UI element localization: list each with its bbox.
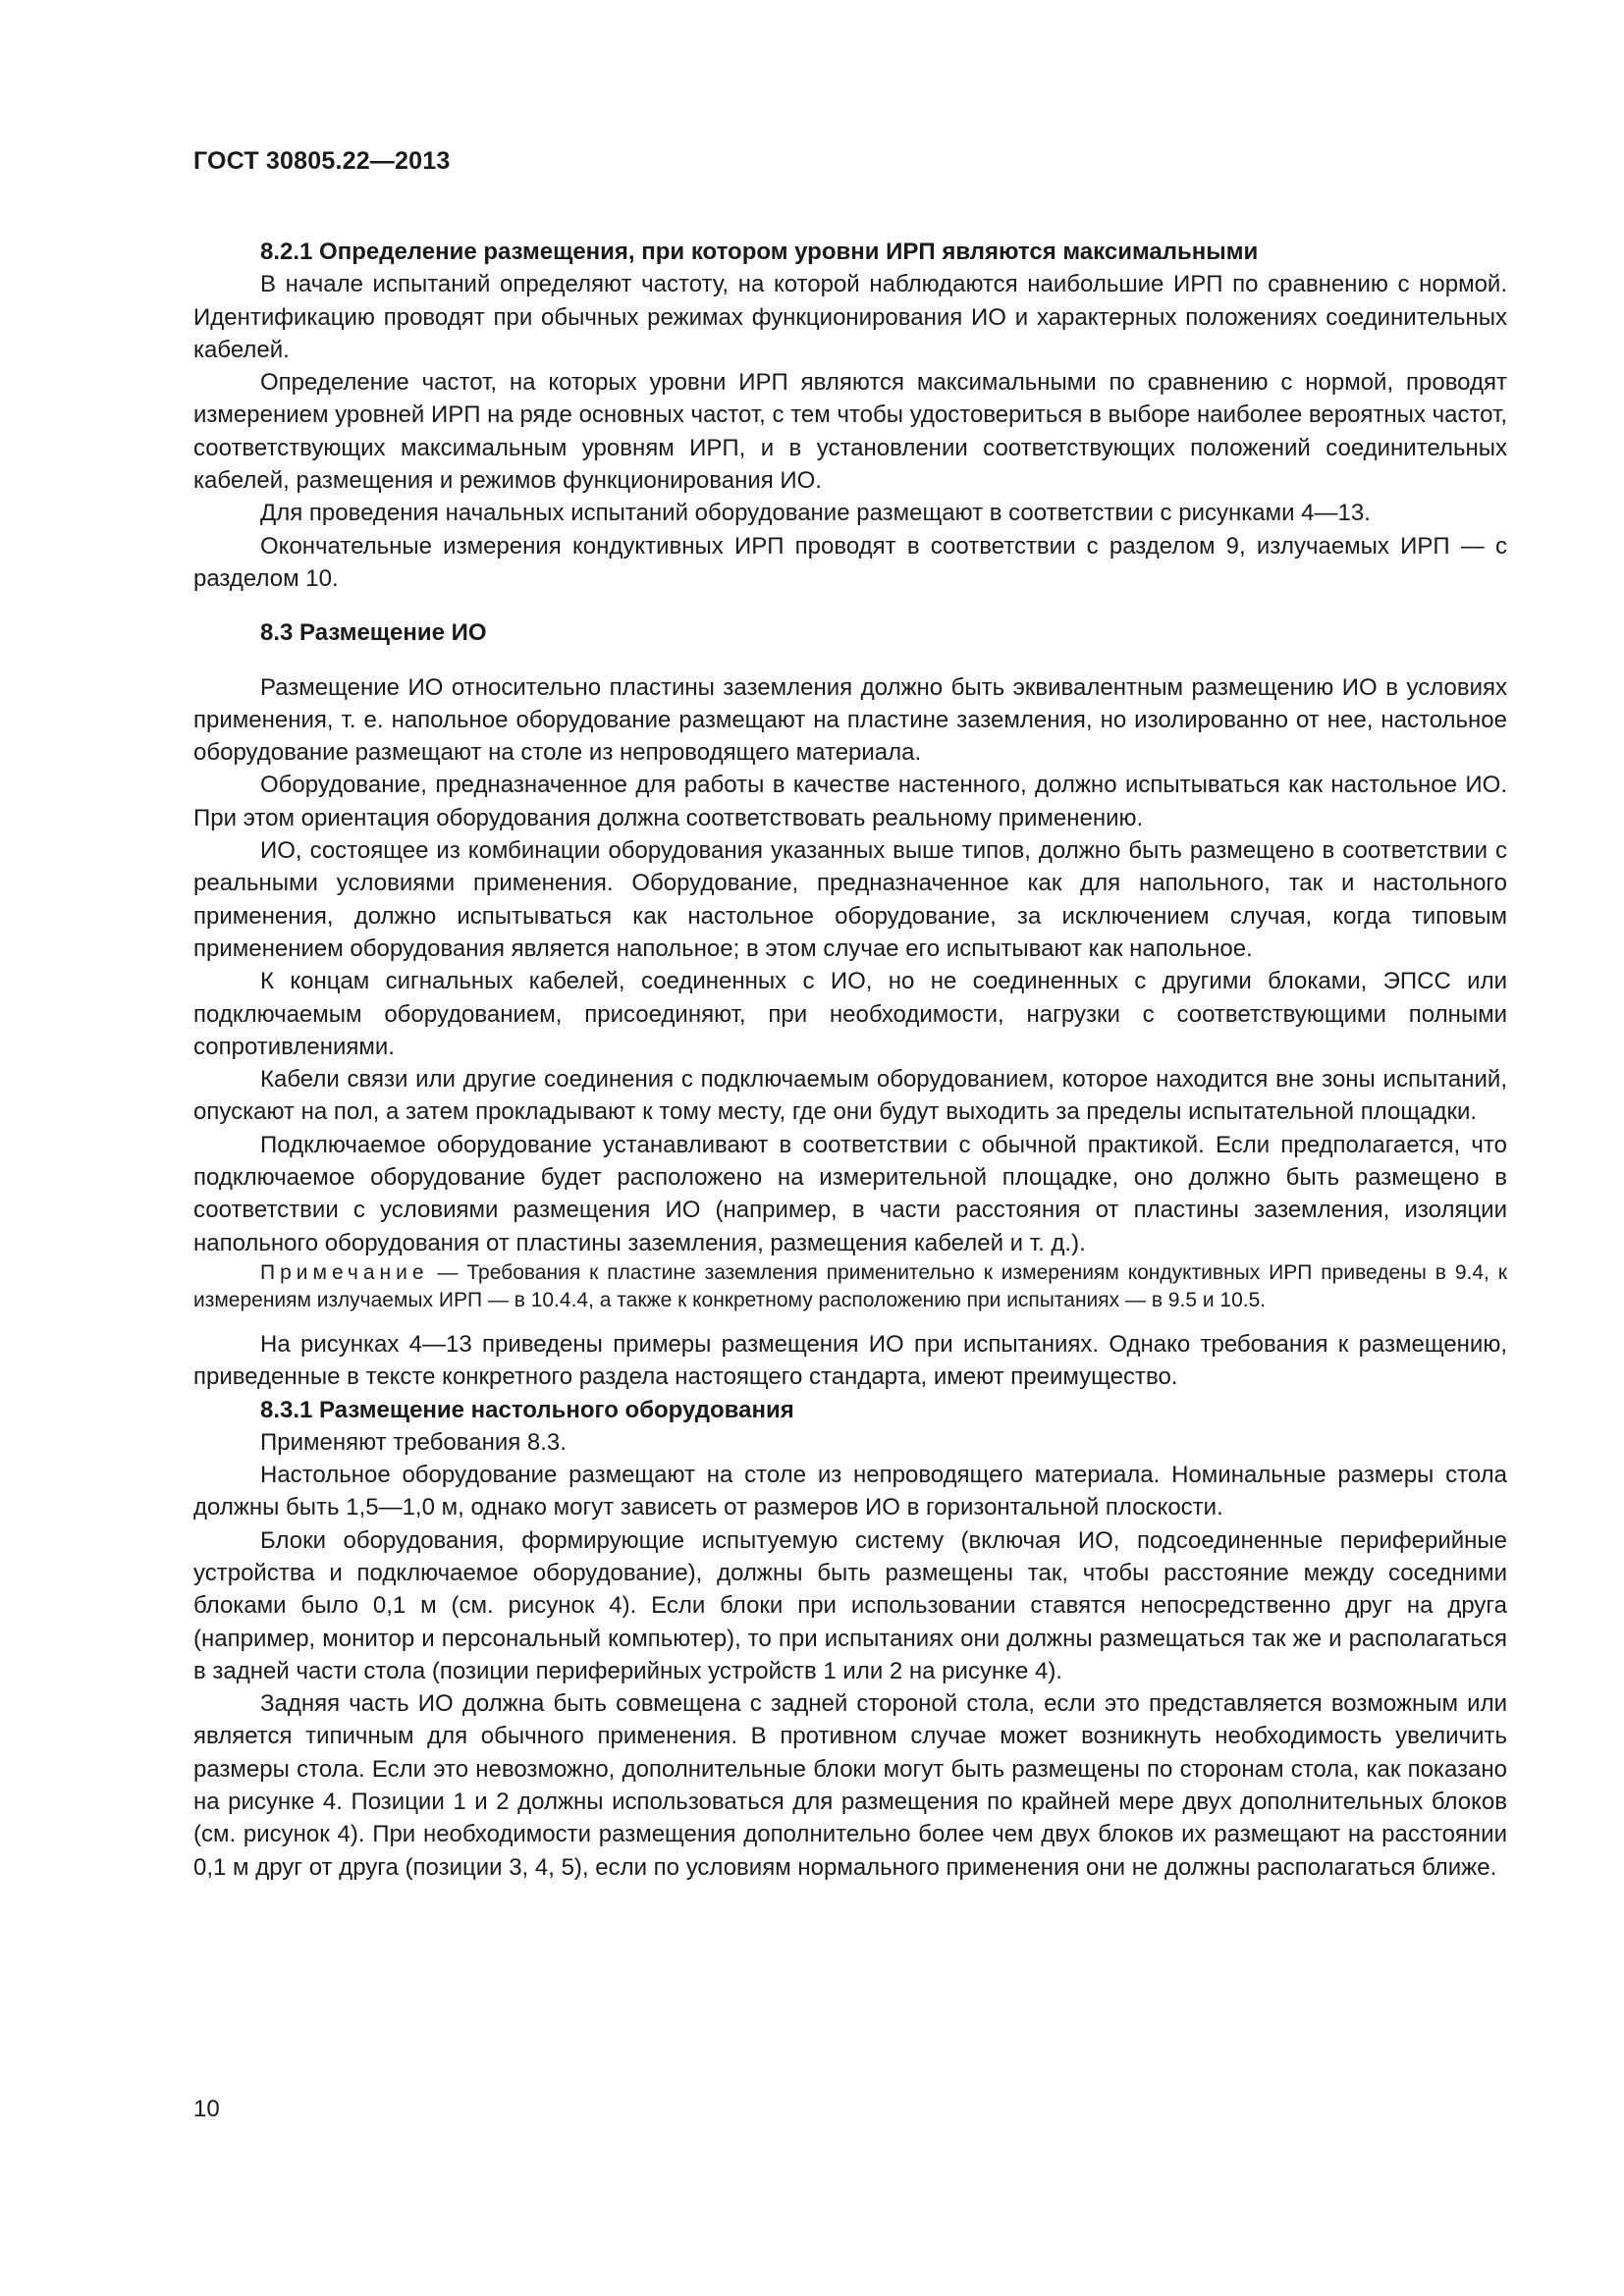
paragraph: Блоки оборудования, формирующие испытуемую систему (включая ИО, подсоединенные периферийные устройства и подключаемое оборудование), должны быть размещены так, чтобы расстояние между соседними блоками было 0,1 м (см. рисунок 4). Если блоки при использовании ставятся непосредственно друг на друга (например, монитор и персональный компьютер), то при испытаниях они должны размещаться так же и располагаться в задней части стола (позиции периферийных устройств 1 или 2 на рисунке 4). bbox=[193, 1526, 1507, 1684]
note-label: Примечание bbox=[260, 1260, 429, 1284]
paragraph: Оборудование, предназначенное для работы в качестве настенного, должно испытываться как настольное ИО. При этом ориентация оборудования должна соответствовать реальному применению. bbox=[193, 772, 1507, 831]
page-number: 10 bbox=[193, 2096, 220, 2122]
paragraph: Кабели связи или другие соединения с подключаемым оборудованием, которое находится вне зоны испытаний, опускают на пол, а затем прокладывают к тому месту, где они будут выходить за пределы испытательной площадки. bbox=[193, 1066, 1507, 1126]
page-content bbox=[193, 222, 1507, 1884]
paragraph: Определение частот, на которых уровни ИРП являются максимальными по сравнению с нормой, проводят измерением уровней ИРП на ряде основных частот, с тем чтобы удостовериться в выборе наиболее вероятных частот, соответствующих максимальным уровням ИРП, и в установлении соответствующих положений соединительных кабелей, размещения и режимов функционирования ИО. bbox=[193, 369, 1507, 495]
paragraph: Размещение ИО относительно пластины заземления должно быть эквивалентным размещению ИО в условиях применения, т. е. напольное оборудование размещают на пластине заземления, но изолированно от нее, настольное оборудование размещают на столе из непроводящего материала. bbox=[193, 673, 1507, 767]
paragraph: Для проведения начальных испытаний оборудование размещают в соответствии с рисунками 4—13. bbox=[260, 500, 1371, 527]
section-8-3-title: 8.3 Размещение ИО bbox=[260, 619, 487, 647]
paragraph: На рисунках 4—13 приведены примеры размещения ИО при испытаниях. Однако требования к размещению, приведенные в тексте конкретного раздела настоящего стандарта, имеют преимущество. bbox=[193, 1330, 1507, 1391]
section-8-2-1-title: 8.2.1 Определение размещения, при котором уровни ИРП являются максимальными bbox=[260, 239, 1259, 265]
paragraph: К концам сигнальных кабелей, соединенных с ИО, но не соединенных с другими блоками, ЭПСС или подключаемым оборудованием, присоединяют, при необходимости, нагрузки с соответствующими полными сопротивлениями. bbox=[193, 968, 1507, 1060]
paragraph: Окончательные измерения кондуктивных ИРП проводят в соответствии с разделом 9, излучаемых ИРП — с разделом 10. bbox=[193, 532, 1507, 592]
paragraph: Подключаемое оборудование устанавливают в соответствии с обычной практикой. Если предполагается, что подключаемое оборудование будет расположено на измерительной площадке, оно должно быть размещено в соответствии с условиями размещения ИО (например, в части расстояния от пластины заземления, изоляции напольного оборудования от пластины заземления, размещения кабелей и т. д.). bbox=[193, 1131, 1507, 1256]
note-text: — Требования к пластине заземления применительно к измерениям кондуктивных ИРП приведены в 9.4, к измерениям излучаемых ИРП — в 10.4.4, а также к конкретному расположению при испытаниях — в 9.5 и 10.5. bbox=[193, 1260, 1507, 1311]
section-8-3-1-title: 8.3.1 Размещение настольного оборудования bbox=[260, 1396, 794, 1423]
paragraph: В начале испытаний определяют частоту, на которой наблюдаются наибольшие ИРП по сравнению с нормой. Идентификацию проводят при обычных режимах функционирования ИО и характерных положениях соединительных кабелей. bbox=[193, 271, 1507, 363]
note bbox=[193, 1259, 1507, 1314]
paragraph: Задняя часть ИО должна быть совмещена с задней стороной стола, если это представляется возможным или является типичным для обычного применения. В противном случае может возникнуть необходимость увеличить размеры стола. Если это невозможно, дополнительные блоки могут быть размещены по сторонам стола, как показано на рисунке 4. Позиции 1 и 2 должны использоваться для размещения по крайней мере двух дополнительных блоков (см. рисунок 4). При необходимости размещения дополнительно более чем двух блоков их размещают на расстоянии 0,1 м друг от друга (позиции 3, 4, 5), если по условиям нормального применения они не должны располагаться ближе. bbox=[193, 1690, 1507, 1881]
paragraph: Настольное оборудование размещают на столе из непроводящего материала. Номинальные размеры стола должны быть 1,5—1,0 м, однако могут зависеть от размеров ИО в горизонтальной плоскости. bbox=[193, 1462, 1507, 1522]
paragraph: Применяют требования 8.3. bbox=[260, 1428, 567, 1456]
paragraph: ИО, состоящее из комбинации оборудования указанных выше типов, должно быть размещено в соответствии с реальными условиями применения. Оборудование, предназначенное как для напольного, так и настольного применения, должно испытываться как настольное оборудование, за исключением случая, когда типовым применением оборудования является напольное; в этом случае его испытывают как напольное. bbox=[193, 837, 1507, 962]
document-header: ГОСТ 30805.22—2013 bbox=[193, 147, 451, 175]
